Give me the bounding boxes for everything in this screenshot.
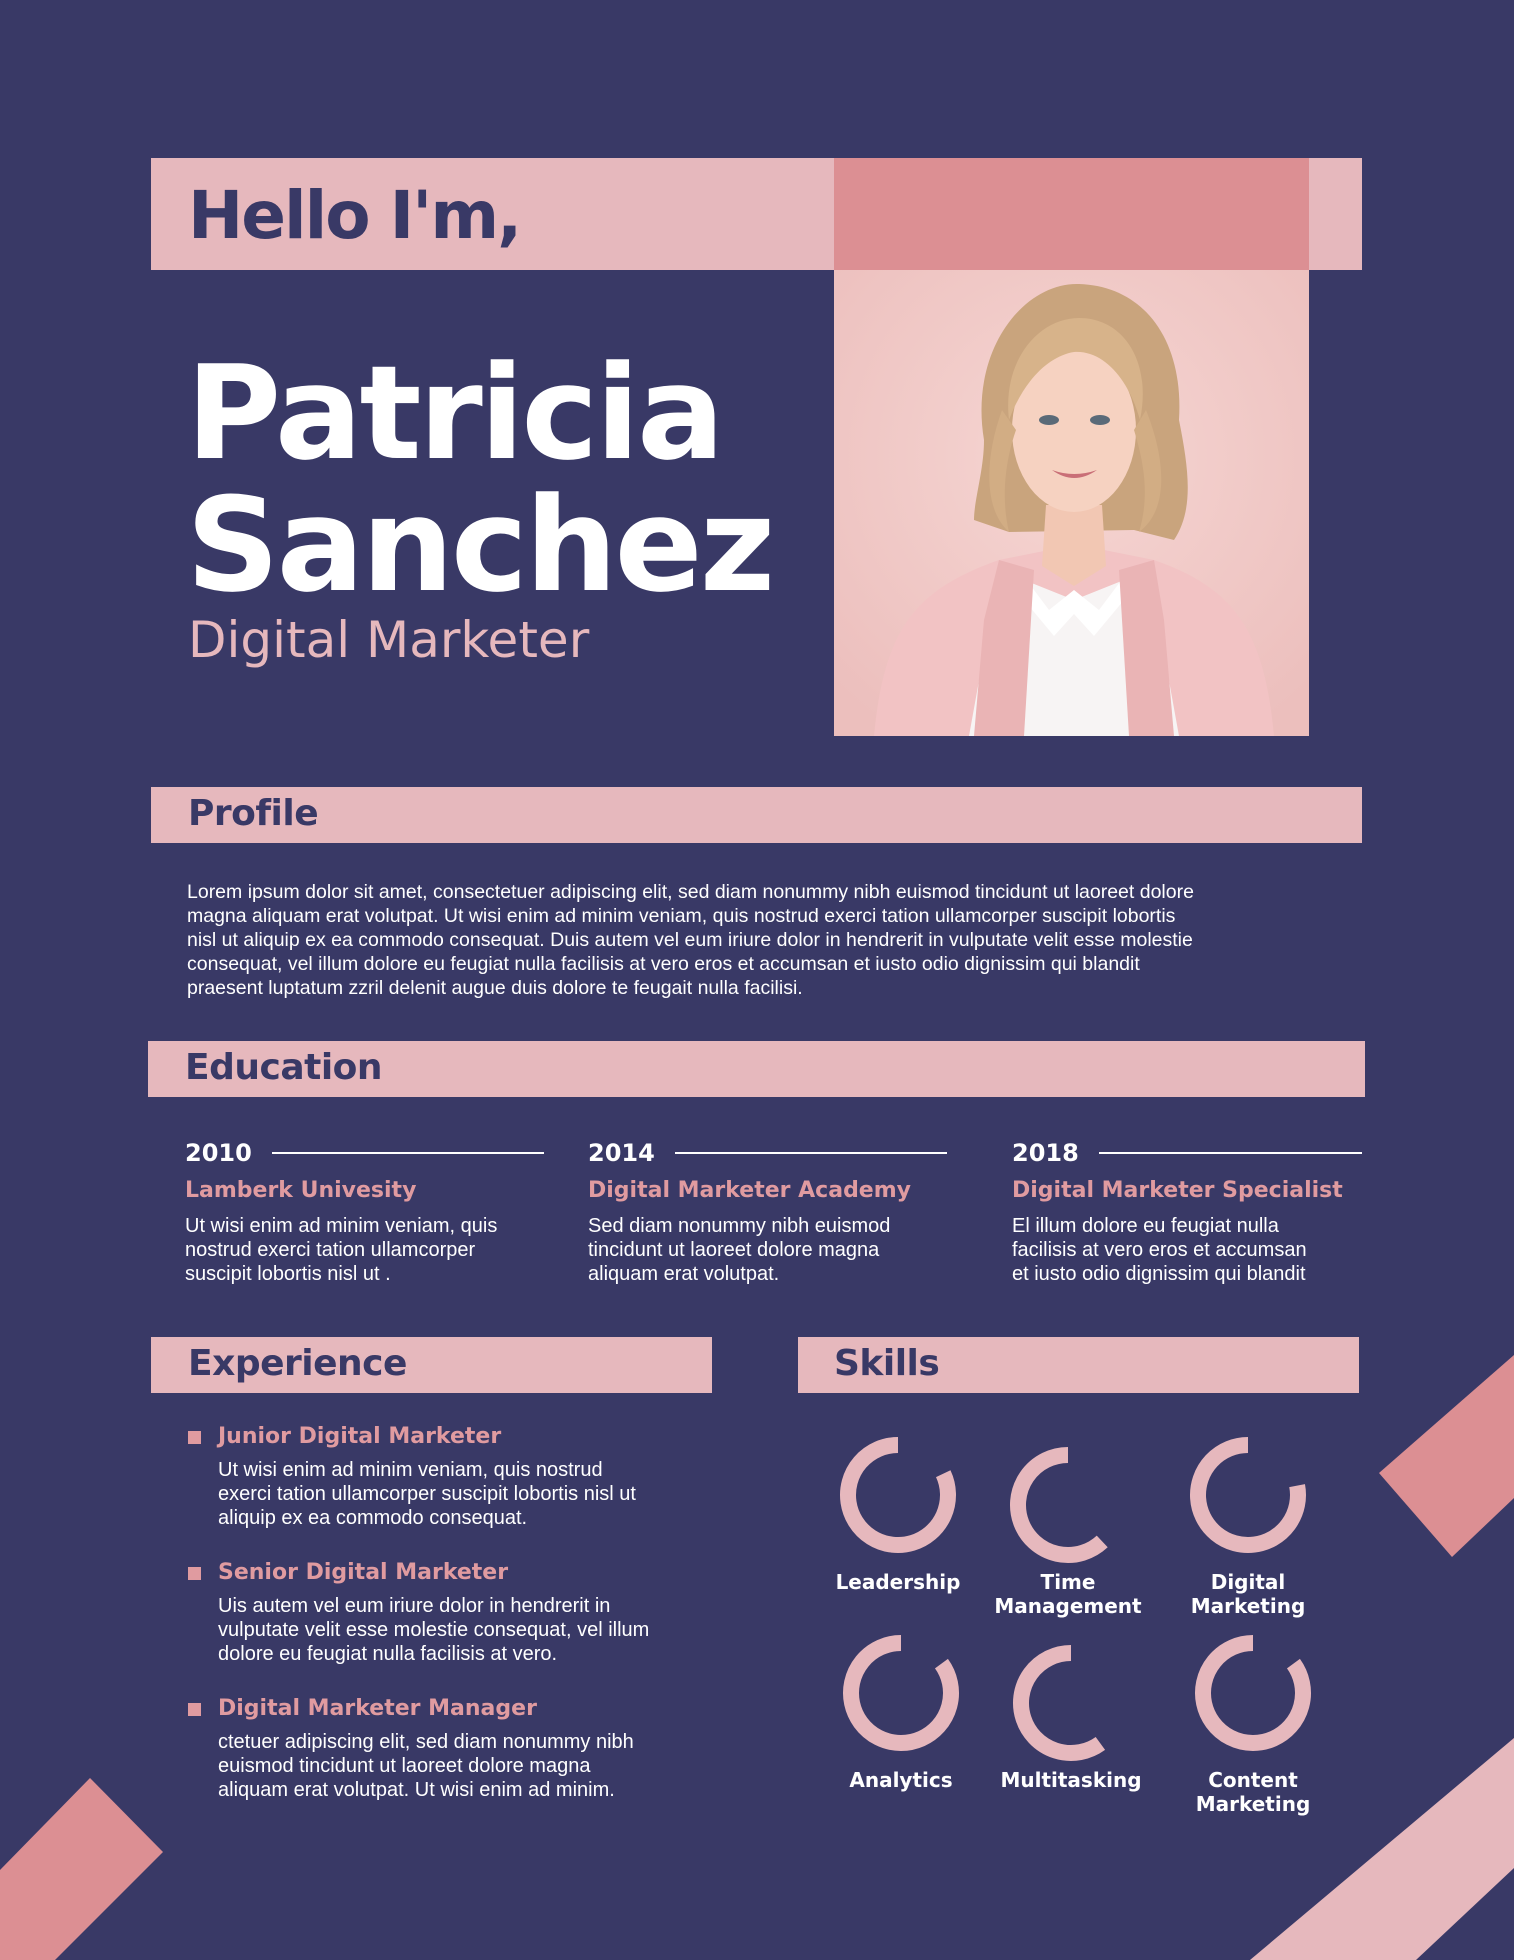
- experience-desc-line: aliquam erat volutpat. Ut wisi enim ad minim.: [218, 1779, 615, 1801]
- edge-decoration-right: [1370, 1355, 1514, 1565]
- experience-role: Junior Digital Marketer: [218, 1424, 502, 1449]
- profile-text: [187, 880, 1367, 1000]
- skill-label: Multitasking: [1000, 1768, 1142, 1792]
- education-title: Education: [185, 1047, 383, 1088]
- skill-arc: [1018, 1455, 1102, 1555]
- education-year: 2010: [185, 1139, 252, 1167]
- skill-arc: [851, 1643, 951, 1743]
- education-desc-line: aliquam erat volutpat.: [588, 1263, 780, 1285]
- education-item: [588, 1138, 948, 1286]
- experience-role: Digital Marketer Manager: [218, 1696, 537, 1721]
- education-desc-line: facilisis at vero eros et accumsan: [1012, 1239, 1307, 1261]
- education-school: Lamberk Univesity: [185, 1178, 417, 1203]
- skill-item: [978, 1440, 1158, 1618]
- skill-item: [808, 1430, 988, 1594]
- first-name: Patricia: [186, 337, 722, 489]
- job-title: Digital Marketer: [188, 611, 590, 669]
- skill-label: Time: [1040, 1570, 1096, 1594]
- experience-desc-line: vulputate velit esse molestie consequat, vel illum: [218, 1619, 650, 1641]
- experience-desc-line: Ut wisi enim ad minim veniam, quis nostrud: [218, 1459, 603, 1481]
- experience-item: [188, 1558, 718, 1666]
- experience-desc-line: ctetuer adipiscing elit, sed diam nonummy nibh: [218, 1731, 634, 1753]
- photo-frame-top: [834, 158, 1309, 270]
- education-year: 2014: [588, 1139, 655, 1167]
- experience-item: [188, 1422, 718, 1530]
- profile-band: [151, 787, 1362, 843]
- skill-label: Management: [994, 1594, 1142, 1618]
- timeline-line: [675, 1152, 947, 1154]
- experience-desc-line: exerci tation ullamcorper suscipit lobortis nisl ut: [218, 1483, 636, 1505]
- skill-label: Content: [1208, 1768, 1298, 1792]
- timeline-line: [1099, 1152, 1362, 1154]
- bullet-icon: [188, 1567, 201, 1580]
- bullet-icon: [188, 1703, 201, 1716]
- education-desc-line: tincidunt ut laoreet dolore magna: [588, 1239, 880, 1261]
- experience-desc-line: euismod tincidunt ut laoreet dolore magna: [218, 1755, 591, 1777]
- profile-line: consequat, vel illum dolore eu feugiat nulla facilisis at vero eros et accumsan et iusto odio dignissim qui blandit: [187, 953, 1140, 975]
- education-desc-line: suscipit lobortis nisl ut .: [185, 1263, 391, 1285]
- education-desc-line: Ut wisi enim ad minim veniam, quis: [185, 1215, 498, 1237]
- education-school: Digital Marketer Academy: [588, 1178, 911, 1203]
- profile-line: nisl ut aliquip ex ea commodo consequat. Duis autem vel eum iriure dolor in hendrerit in vulputate velit esse molestie: [187, 929, 1193, 951]
- skill-ring-icon: [1183, 1430, 1313, 1560]
- education-item: [185, 1138, 545, 1286]
- timeline-line: [272, 1152, 544, 1154]
- skill-item: [1158, 1430, 1338, 1618]
- education-desc-line: nostrud exerci tation ullamcorper: [185, 1239, 476, 1261]
- skill-ring-icon: [1188, 1628, 1318, 1758]
- experience-desc-line: dolore eu feugiat nulla facilisis at vero.: [218, 1643, 558, 1665]
- skill-label: Digital: [1210, 1570, 1286, 1594]
- education-item: [1012, 1138, 1362, 1286]
- skill-item: [811, 1628, 991, 1792]
- skill-label: Analytics: [849, 1768, 953, 1792]
- corner-decoration-left: [0, 1760, 180, 1960]
- education-desc-line: Sed diam nonummy nibh euismod: [588, 1215, 891, 1237]
- education-year: 2018: [1012, 1139, 1079, 1167]
- portrait-photo: [834, 270, 1309, 736]
- skill-item: [981, 1638, 1161, 1792]
- skill-ring-icon: [1003, 1440, 1133, 1570]
- skills-title: Skills: [834, 1343, 940, 1384]
- education-school: Digital Marketer Specialist: [1012, 1178, 1343, 1203]
- skill-arc: [1198, 1445, 1298, 1545]
- profile-title: Profile: [188, 793, 319, 834]
- last-name: Sanchez: [186, 469, 773, 621]
- skill-label: Leadership: [835, 1570, 961, 1594]
- skill-arc: [848, 1445, 948, 1545]
- skill-arc: [1203, 1643, 1303, 1743]
- skill-label: Marketing: [1190, 1594, 1306, 1618]
- skill-label: Marketing: [1195, 1792, 1311, 1816]
- skill-ring-icon: [1006, 1638, 1136, 1768]
- experience-role: Senior Digital Marketer: [218, 1560, 509, 1585]
- profile-line: magna aliquam erat volutpat. Ut wisi enim ad minim veniam, quis nostrud exerci tation ullamcorper suscipit lobortis: [187, 905, 1176, 927]
- education-desc-line: El illum dolore eu feugiat nulla: [1012, 1215, 1279, 1237]
- bullet-icon: [188, 1431, 201, 1444]
- experience-desc-line: Uis autem vel eum iriure dolor in hendrerit in: [218, 1595, 611, 1617]
- profile-line: praesent luptatum zzril delenit augue duis dolore te feugait nulla facilisi.: [187, 977, 803, 999]
- skill-ring-icon: [833, 1430, 963, 1560]
- experience-desc-line: aliquip ex ea commodo consequat.: [218, 1507, 528, 1529]
- skill-arc: [1021, 1653, 1100, 1753]
- education-desc-line: et iusto odio dignissim qui blandit: [1012, 1263, 1306, 1285]
- skill-item: [1163, 1628, 1343, 1816]
- skill-ring-icon: [836, 1628, 966, 1758]
- greeting: Hello I'm,: [188, 177, 521, 254]
- experience-item: [188, 1694, 718, 1802]
- experience-title: Experience: [188, 1343, 407, 1384]
- profile-line: Lorem ipsum dolor sit amet, consectetuer adipiscing elit, sed diam nonummy nibh euismod tincidunt ut laoreet dolore: [187, 881, 1194, 903]
